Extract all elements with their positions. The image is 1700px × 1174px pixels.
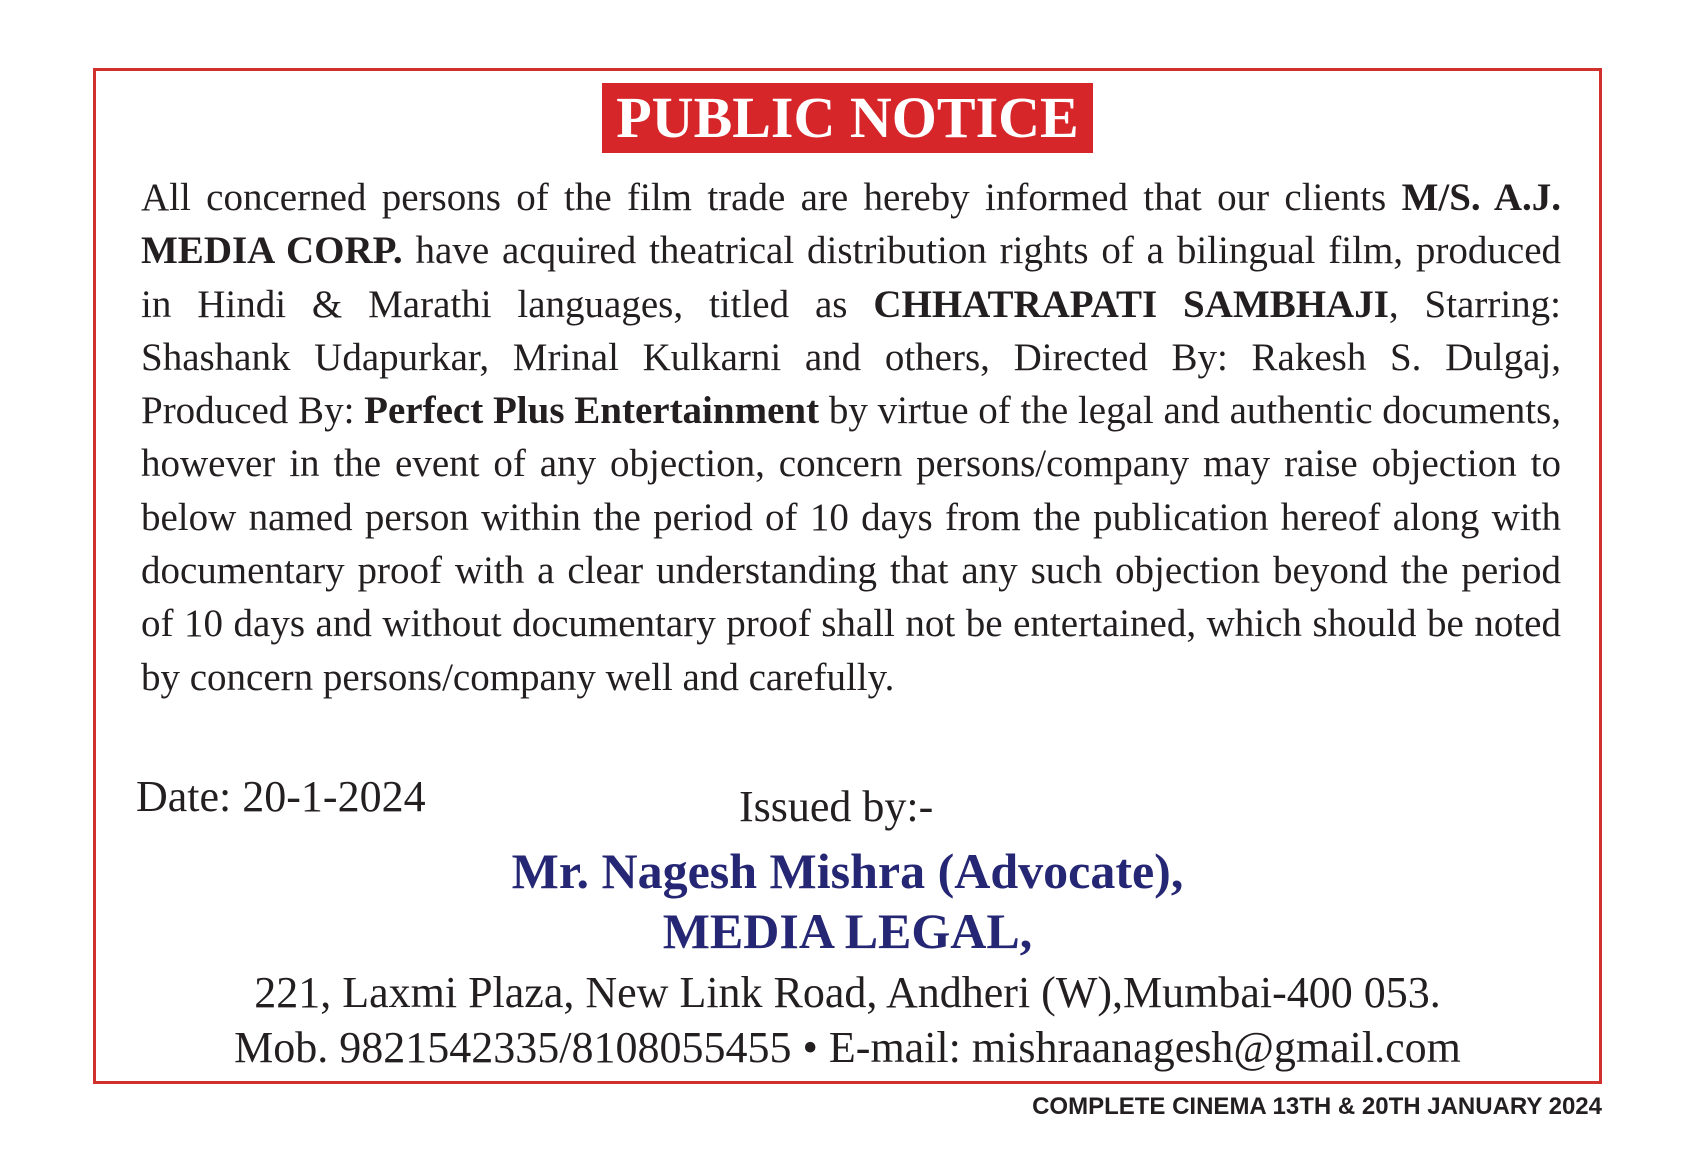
body-part-1: All concerned persons of the film trade are hereby informed that our clients — [141, 176, 1402, 219]
issuer-address: 221, Laxmi Plaza, New Link Road, Andheri (W),Mumbai-400 053. — [254, 968, 1441, 1017]
issuer-organization: MEDIA LEGAL, — [662, 903, 1033, 959]
issuer-name: Mr. Nagesh Mishra (Advocate), — [511, 843, 1184, 899]
film-title: CHHATRAPATI SAMBHAJI — [873, 282, 1389, 326]
publication-footer: COMPLETE CINEMA 13TH & 20TH JANUARY 2024 — [1032, 1093, 1602, 1120]
public-notice-frame — [93, 68, 1602, 1084]
body-part-2: have acquired theatrical distribution rights of a bilingual film, produced in Hindi & Marathi languages, titled as — [141, 229, 1562, 326]
notice-date: Date: 20-1-2024 — [136, 772, 426, 821]
notice-body — [141, 171, 1561, 704]
issued-by-label: Issued by:- — [739, 782, 934, 831]
client-name: M/S. A.J. MEDIA CORP. — [141, 176, 1561, 273]
notice-title: PUBLIC NOTICE — [602, 83, 1092, 153]
body-part-4: by virtue of the legal and authentic documents, however in the event of any objection, concern persons/company may raise objection to below named person within the period of 10 days from the publication hereof along with documentary proof with a clear understanding that any such objection beyond the period of 10 days and without documentary proof shall not be entertained, which should be noted by concern persons/company well and carefully. — [141, 389, 1561, 699]
producer-name: Perfect Plus Entertainment — [364, 389, 820, 433]
issuer-contact: Mob. 9821542335/8108055455 • E-mail: mishraanagesh@gmail.com — [234, 1023, 1461, 1072]
body-part-3: , Starring: Shashank Udapurkar, Mrinal Kulkarni and others, Directed By: Rakesh S. Dulgaj, Produced By: — [141, 282, 1562, 433]
title-banner — [96, 83, 1599, 153]
